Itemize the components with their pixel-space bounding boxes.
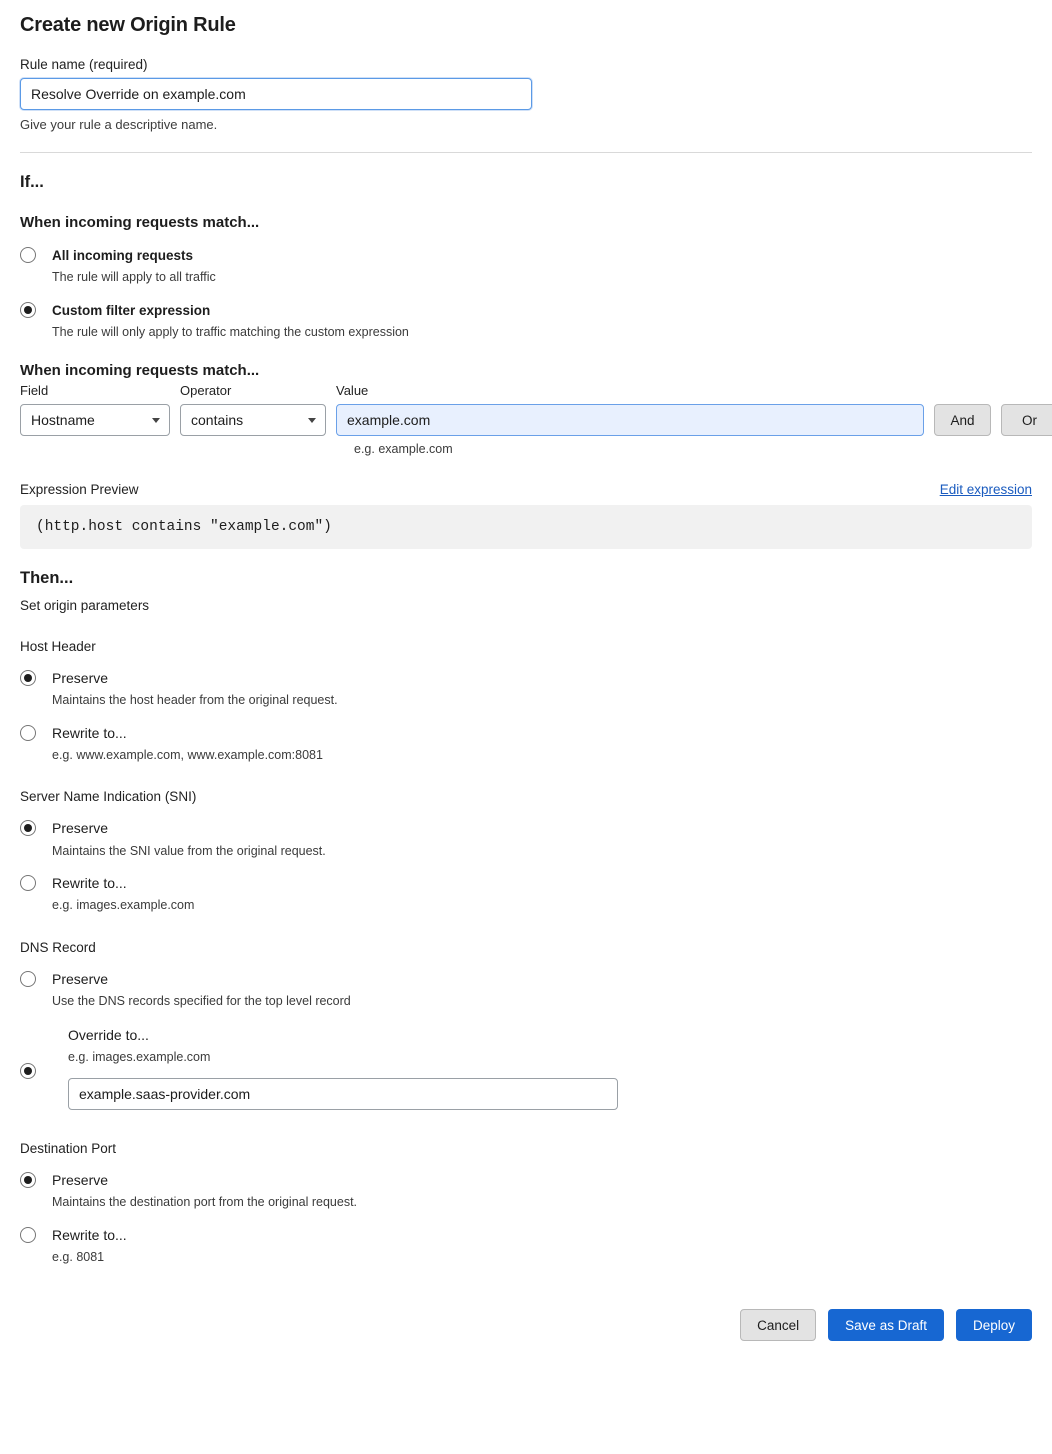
option-all-incoming-requests-desc: The rule will apply to all traffic xyxy=(52,270,216,285)
match-heading: When incoming requests match... xyxy=(20,214,260,231)
field-select-value: Hostname xyxy=(31,412,95,429)
dns-record-preserve-option[interactable] xyxy=(20,969,1032,1010)
cancel-button[interactable]: Cancel xyxy=(740,1309,816,1341)
sni-label: Server Name Indication (SNI) xyxy=(20,789,197,805)
create-origin-rule-page xyxy=(0,14,1052,1454)
field-select[interactable] xyxy=(20,404,170,436)
expression-preview-label: Expression Preview xyxy=(20,482,139,498)
destination-port-rewrite-desc: e.g. 8081 xyxy=(52,1249,105,1264)
dns-record-preserve-desc: Use the DNS records specified for the top level record xyxy=(52,993,351,1008)
chevron-down-icon xyxy=(152,418,160,423)
or-button[interactable]: Or xyxy=(1001,404,1052,436)
radio-sni-rewrite-icon[interactable] xyxy=(20,875,36,891)
rule-name-helper: Give your rule a descriptive name. xyxy=(20,117,218,132)
option-all-incoming-requests-label: All incoming requests xyxy=(52,248,194,263)
section-divider xyxy=(20,152,1032,153)
if-heading: If... xyxy=(20,173,44,191)
dns-record-preserve-label: Preserve xyxy=(52,970,109,987)
option-all-incoming-requests[interactable] xyxy=(20,245,1032,286)
radio-dns-record-override-icon[interactable] xyxy=(20,1063,36,1079)
form-footer xyxy=(20,1309,1032,1359)
page-title: Create new Origin Rule xyxy=(20,14,236,36)
option-custom-filter-expression-desc: The rule will only apply to traffic matching the custom expression xyxy=(52,324,409,339)
dns-record-override-input[interactable] xyxy=(68,1078,618,1110)
host-header-label: Host Header xyxy=(20,639,96,655)
edit-expression-link[interactable]: Edit expression xyxy=(939,482,1032,498)
value-label: Value xyxy=(336,383,369,399)
destination-port-rewrite-option[interactable] xyxy=(20,1225,1032,1266)
operator-label: Operator xyxy=(180,383,232,399)
radio-dns-record-preserve-icon[interactable] xyxy=(20,971,36,987)
sni-rewrite-label: Rewrite to... xyxy=(52,875,127,892)
operator-select[interactable] xyxy=(180,404,326,436)
chevron-down-icon xyxy=(308,418,316,423)
host-header-preserve-label: Preserve xyxy=(52,670,109,687)
operator-select-value: contains xyxy=(191,412,244,429)
sni-preserve-desc: Maintains the SNI value from the original request. xyxy=(52,843,326,858)
sni-rewrite-option[interactable] xyxy=(20,873,1032,914)
option-custom-filter-expression[interactable] xyxy=(20,300,1032,341)
builder-heading: When incoming requests match... xyxy=(20,362,260,380)
field-label: Field xyxy=(20,383,49,399)
radio-sni-preserve-icon[interactable] xyxy=(20,820,36,836)
radio-host-header-preserve-icon[interactable] xyxy=(20,670,36,686)
host-header-preserve-option[interactable] xyxy=(20,668,1032,709)
expression-preview-box: (http.host contains "example.com") xyxy=(20,505,1032,549)
radio-all-incoming-requests-icon[interactable] xyxy=(20,247,36,263)
save-as-draft-button[interactable]: Save as Draft xyxy=(828,1309,944,1341)
option-custom-filter-expression-label: Custom filter expression xyxy=(52,302,211,318)
host-header-rewrite-desc: e.g. www.example.com, www.example.com:8081 xyxy=(52,747,323,762)
radio-destination-port-preserve-icon[interactable] xyxy=(20,1172,36,1188)
radio-custom-filter-expression-icon[interactable] xyxy=(20,302,36,318)
host-header-rewrite-label: Rewrite to... xyxy=(52,724,127,741)
value-input[interactable] xyxy=(336,404,924,436)
value-hint: e.g. example.com xyxy=(354,442,453,457)
destination-port-preserve-label: Preserve xyxy=(52,1172,109,1189)
radio-host-header-rewrite-icon[interactable] xyxy=(20,725,36,741)
sni-preserve-option[interactable] xyxy=(20,818,1032,859)
dns-record-override-desc: e.g. images.example.com xyxy=(68,1050,211,1065)
destination-port-preserve-desc: Maintains the destination port from the original request. xyxy=(52,1195,358,1210)
deploy-button[interactable]: Deploy xyxy=(956,1309,1032,1341)
destination-port-label: Destination Port xyxy=(20,1141,117,1157)
radio-destination-port-rewrite-icon[interactable] xyxy=(20,1227,36,1243)
sni-rewrite-desc: e.g. images.example.com xyxy=(52,898,195,913)
condition-row xyxy=(20,383,1037,436)
sni-preserve-label: Preserve xyxy=(52,820,109,837)
dns-record-label: DNS Record xyxy=(20,939,96,955)
destination-port-preserve-option[interactable] xyxy=(20,1170,1032,1211)
host-header-preserve-desc: Maintains the host header from the original request. xyxy=(52,693,338,708)
set-origin-parameters-label: Set origin parameters xyxy=(20,598,150,614)
rule-name-label: Rule name (required) xyxy=(20,57,148,72)
and-button[interactable]: And xyxy=(934,404,991,436)
host-header-rewrite-option[interactable] xyxy=(20,723,1032,764)
dns-record-override-label: Override to... xyxy=(68,1027,149,1044)
destination-port-rewrite-label: Rewrite to... xyxy=(52,1226,127,1243)
dns-record-override-option[interactable] xyxy=(20,1025,1032,1115)
rule-name-input[interactable] xyxy=(20,78,532,110)
then-heading: Then... xyxy=(20,569,74,588)
